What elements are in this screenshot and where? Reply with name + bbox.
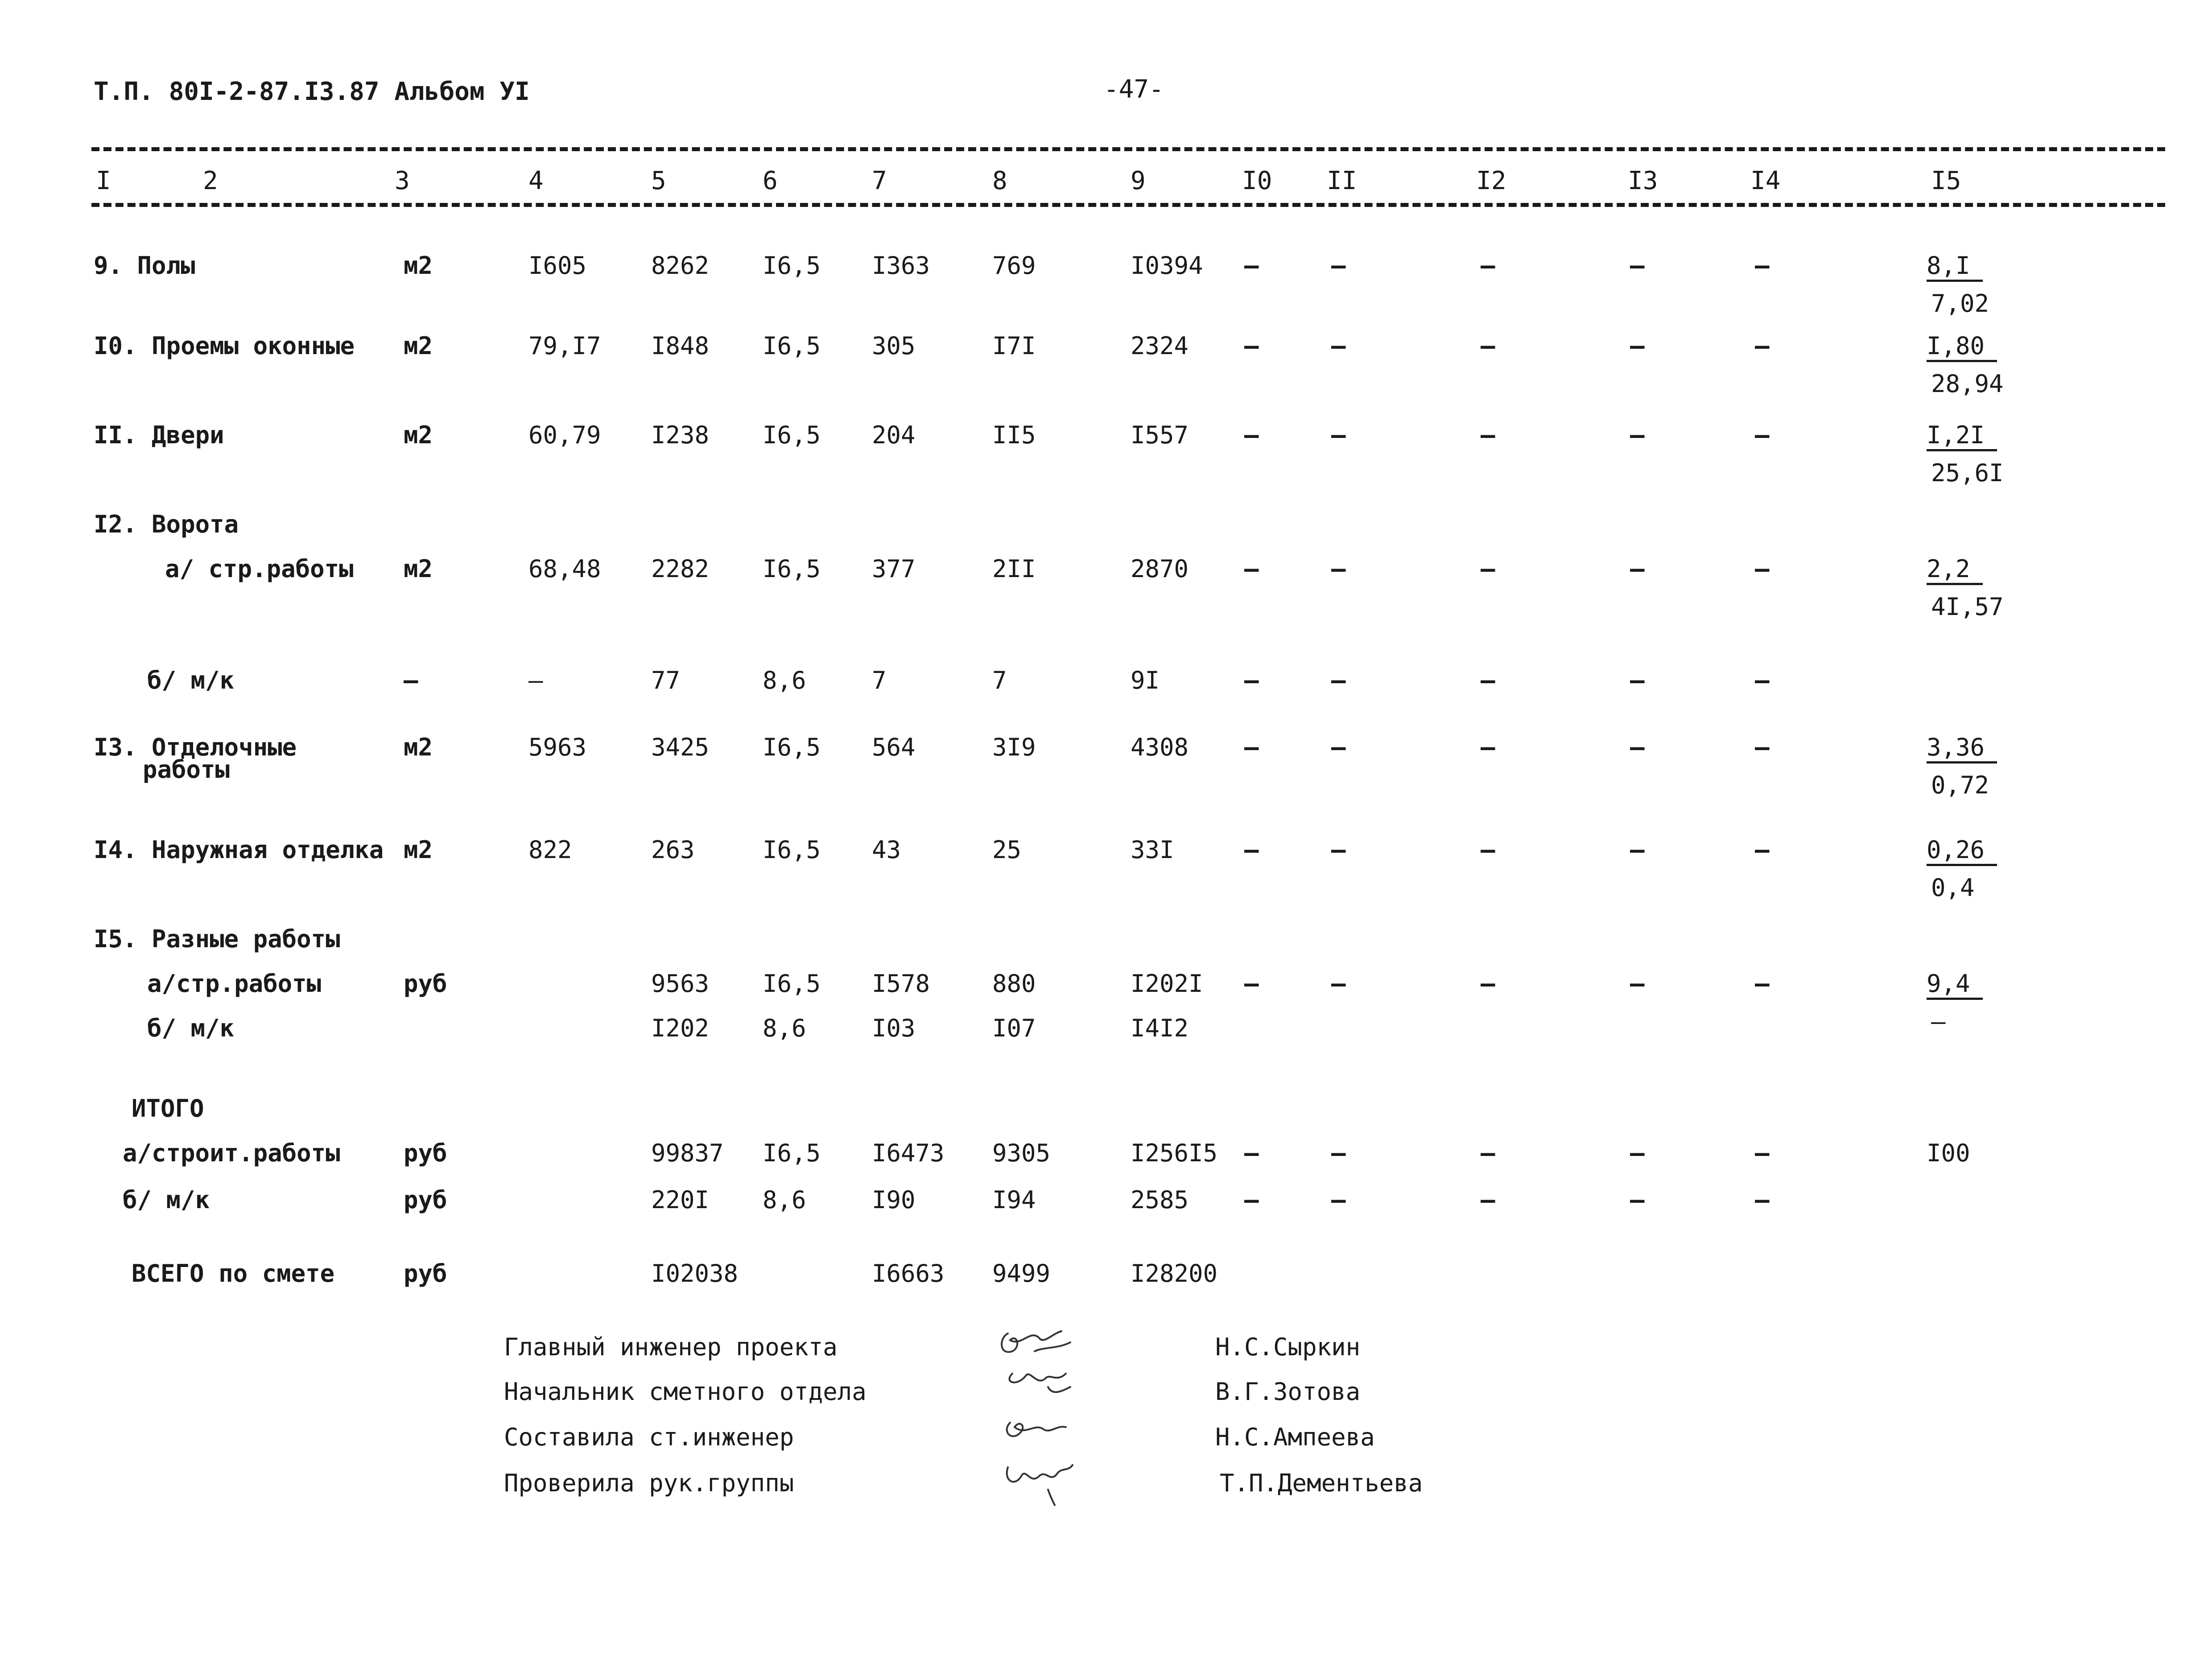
cell-c6: 8,6 — [763, 666, 806, 694]
row-unit: руб — [404, 1259, 447, 1288]
cell-c8: 25 — [992, 836, 1022, 864]
cell-c9: 2870 — [1131, 555, 1189, 583]
empty-cell-dash: – — [1331, 1139, 1346, 1167]
cell-c5: 99837 — [651, 1139, 724, 1167]
empty-cell-dash: – — [1331, 836, 1346, 864]
cell-c5: I848 — [651, 332, 710, 360]
empty-cell-dash: – — [1755, 555, 1770, 583]
empty-cell-dash: – — [1630, 332, 1645, 360]
cell-c6: I6,5 — [763, 836, 821, 864]
cell-c4: 5963 — [528, 733, 587, 761]
document-reference: Т.П. 80I-2-87.I3.87 Альбом УI — [94, 77, 530, 106]
cell-c15-fraction — [1927, 970, 1983, 1036]
cell-c7: I578 — [872, 970, 930, 998]
cell-c6: 8,6 — [763, 1014, 806, 1042]
row-name: I4. Наружная отделка — [94, 836, 384, 864]
empty-cell-dash: – — [1481, 421, 1495, 449]
column-number: I0 — [1242, 166, 1272, 195]
cell-c7: I6473 — [872, 1139, 945, 1167]
cell-c6: I6,5 — [763, 970, 821, 998]
cell-c9: I4I2 — [1131, 1014, 1189, 1042]
signature-title: Составила ст.инженер — [504, 1423, 794, 1451]
empty-cell-dash: – — [1481, 733, 1495, 761]
cell-c15-denominator: 0,72 — [1931, 771, 1989, 799]
cell-c4: I605 — [528, 252, 587, 280]
top-dashed-rule — [91, 147, 2165, 151]
empty-cell-dash: – — [1755, 1186, 1770, 1214]
column-number: 5 — [651, 166, 666, 195]
cell-c15-fraction — [1927, 252, 1989, 318]
column-number: 3 — [395, 166, 410, 195]
empty-cell-dash: – — [1630, 733, 1645, 761]
cell-c6: I6,5 — [763, 1139, 821, 1167]
column-number: I — [96, 166, 111, 195]
row-name: ВСЕГО по смете — [132, 1259, 335, 1288]
row-unit: м2 — [404, 332, 433, 360]
cell-c9: 33I — [1131, 836, 1174, 864]
row-name-continuation: работы — [143, 755, 230, 784]
empty-cell-dash: – — [1630, 1186, 1645, 1214]
cell-c7: I03 — [872, 1014, 916, 1042]
empty-cell-dash: – — [1755, 666, 1770, 694]
cell-c8: 9305 — [992, 1139, 1051, 1167]
cell-c5: 9563 — [651, 970, 710, 998]
cell-c9: 2585 — [1131, 1186, 1189, 1214]
cell-c9: 9I — [1131, 666, 1160, 694]
row-name: ИТОГО — [132, 1094, 204, 1123]
empty-cell-dash: – — [1481, 666, 1495, 694]
empty-cell-dash: – — [1481, 1186, 1495, 1214]
cell-c9: 2324 — [1131, 332, 1189, 360]
cell-c5: 2282 — [651, 555, 710, 583]
cell-c15-fraction — [1927, 555, 2004, 621]
row-unit: руб — [404, 1139, 447, 1167]
cell-c4: 822 — [528, 836, 572, 864]
empty-cell-dash: – — [1244, 1139, 1259, 1167]
empty-cell-dash: – — [1331, 555, 1346, 583]
empty-cell-dash: – — [1630, 666, 1645, 694]
empty-cell-dash: – — [1331, 666, 1346, 694]
page-number: -47- — [1104, 75, 1164, 104]
cell-c15-numerator: I,2I — [1927, 421, 1997, 451]
cell-c15-fraction — [1927, 421, 2004, 487]
cell-c15-fraction — [1927, 836, 1997, 902]
row-name: I3. Отделочные — [94, 733, 297, 761]
row-unit: руб — [404, 1186, 447, 1214]
signature-person: Н.С.Ампеева — [1215, 1423, 1375, 1451]
empty-cell-dash: – — [1244, 733, 1259, 761]
cell-c8: 7 — [992, 666, 1007, 694]
row-name: II. Двери — [94, 421, 224, 449]
signature-person: В.Г.Зотова — [1215, 1378, 1361, 1406]
cell-c8: 9499 — [992, 1259, 1051, 1288]
row-unit: – — [404, 666, 418, 694]
cell-c7: 204 — [872, 421, 916, 449]
row-name: 9. Полы — [94, 252, 195, 280]
row-name: б/ м/к — [147, 666, 235, 694]
cell-c15-denominator: 28,94 — [1931, 370, 2004, 398]
empty-cell-dash: – — [1755, 252, 1770, 280]
empty-cell-dash: – — [1630, 970, 1645, 998]
cell-c6: I6,5 — [763, 332, 821, 360]
row-unit: м2 — [404, 252, 433, 280]
cell-c5: 220I — [651, 1186, 710, 1214]
empty-cell-dash: – — [1331, 252, 1346, 280]
empty-cell-dash: – — [1755, 1139, 1770, 1167]
column-number: I5 — [1931, 166, 1961, 195]
cell-c15-fraction — [1927, 332, 2004, 398]
cell-c9: I256I5 — [1131, 1139, 1218, 1167]
cell-c15-numerator: 9,4 — [1927, 970, 1983, 1000]
cell-c15-fraction — [1927, 734, 1997, 799]
cell-c15-denominator: 25,6I — [1931, 459, 2004, 487]
row-name: а/стр.работы — [147, 970, 322, 998]
row-unit: м2 — [404, 733, 433, 761]
cell-c4: 68,48 — [528, 555, 601, 583]
empty-cell-dash: – — [1244, 252, 1259, 280]
row-name: б/ м/к — [123, 1186, 210, 1214]
cell-c4: 79,I7 — [528, 332, 601, 360]
column-number: 7 — [872, 166, 887, 195]
column-number: 8 — [992, 166, 1007, 195]
signature-person: Н.С.Сыркин — [1215, 1333, 1361, 1361]
cell-c8: II5 — [992, 421, 1036, 449]
empty-cell-dash: – — [1331, 733, 1346, 761]
empty-cell-dash: – — [1630, 421, 1645, 449]
cell-c6: I6,5 — [763, 555, 821, 583]
cell-c7: I363 — [872, 252, 930, 280]
empty-cell-dash: – — [1331, 970, 1346, 998]
empty-cell-dash: – — [1481, 836, 1495, 864]
cell-c4: – — [528, 666, 543, 694]
empty-cell-dash: – — [1755, 970, 1770, 998]
empty-cell-dash: – — [1481, 332, 1495, 360]
empty-cell-dash: – — [1244, 1186, 1259, 1214]
cell-c5: 77 — [651, 666, 681, 694]
empty-cell-dash: – — [1755, 733, 1770, 761]
empty-cell-dash: – — [1244, 555, 1259, 583]
empty-cell-dash: – — [1331, 1186, 1346, 1214]
handwritten-signatures — [995, 1320, 1097, 1507]
cell-c8: I94 — [992, 1186, 1036, 1214]
cell-c8: I7I — [992, 332, 1036, 360]
empty-cell-dash: – — [1244, 836, 1259, 864]
cell-c7: 43 — [872, 836, 901, 864]
empty-cell-dash: – — [1630, 836, 1645, 864]
signature-title: Главный инженер проекта — [504, 1333, 838, 1361]
empty-cell-dash: – — [1244, 332, 1259, 360]
empty-cell-dash: – — [1630, 555, 1645, 583]
column-number: 6 — [763, 166, 778, 195]
column-number: 2 — [203, 166, 218, 195]
cell-c15-numerator: I,80 — [1927, 332, 1997, 362]
cell-c9: I557 — [1131, 421, 1189, 449]
cell-c15-denominator: 4I,57 — [1931, 593, 2004, 621]
cell-c7: 305 — [872, 332, 916, 360]
empty-cell-dash: – — [1481, 252, 1495, 280]
cell-c9: I0394 — [1131, 252, 1203, 280]
cell-c7: 377 — [872, 555, 916, 583]
row-name: а/строит.работы — [123, 1139, 340, 1167]
empty-cell-dash: – — [1331, 332, 1346, 360]
cell-c7: I90 — [872, 1186, 916, 1214]
cell-c6: 8,6 — [763, 1186, 806, 1214]
row-name: б/ м/к — [147, 1014, 235, 1042]
cell-c15: I00 — [1927, 1139, 1970, 1167]
empty-cell-dash: – — [1244, 970, 1259, 998]
cell-c5: 3425 — [651, 733, 710, 761]
cell-c15-numerator: 0,26 — [1927, 836, 1997, 866]
empty-cell-dash: – — [1755, 421, 1770, 449]
row-name: I0. Проемы оконные — [94, 332, 355, 360]
row-unit: руб — [404, 970, 447, 998]
cell-c5: I202 — [651, 1014, 710, 1042]
cell-c9: I202I — [1131, 970, 1203, 998]
cell-c7: 564 — [872, 733, 916, 761]
cell-c6: I6,5 — [763, 252, 821, 280]
column-number: I3 — [1628, 166, 1658, 195]
empty-cell-dash: – — [1331, 421, 1346, 449]
signature-person: Т.П.Дементьева — [1220, 1469, 1423, 1497]
empty-cell-dash: – — [1481, 555, 1495, 583]
cell-c5: 263 — [651, 836, 695, 864]
cell-c6: I6,5 — [763, 421, 821, 449]
empty-cell-dash: – — [1630, 1139, 1645, 1167]
column-number: I2 — [1476, 166, 1506, 195]
cell-c8: I07 — [992, 1014, 1036, 1042]
cell-c7: 7 — [872, 666, 887, 694]
cell-c7: I6663 — [872, 1259, 945, 1288]
cell-c6: I6,5 — [763, 733, 821, 761]
column-number: I4 — [1750, 166, 1781, 195]
column-number: 4 — [528, 166, 544, 195]
cell-c5: I238 — [651, 421, 710, 449]
column-number: II — [1327, 166, 1357, 195]
row-name: I5. Разные работы — [94, 925, 340, 953]
cell-c8: 2II — [992, 555, 1036, 583]
empty-cell-dash: – — [1755, 332, 1770, 360]
cell-c15-numerator: 2,2 — [1927, 555, 1983, 585]
cell-c9: I28200 — [1131, 1259, 1218, 1288]
cell-c8: 769 — [992, 252, 1036, 280]
cell-c8: 3I9 — [992, 733, 1036, 761]
row-unit: м2 — [404, 421, 433, 449]
cell-c8: 880 — [992, 970, 1036, 998]
signature-title: Проверила рук.группы — [504, 1469, 794, 1497]
empty-cell-dash: – — [1630, 252, 1645, 280]
empty-cell-dash: – — [1244, 666, 1259, 694]
empty-cell-dash: – — [1755, 836, 1770, 864]
cell-c15-numerator: 8,I — [1927, 252, 1983, 282]
row-unit: м2 — [404, 836, 433, 864]
empty-cell-dash: – — [1481, 1139, 1495, 1167]
column-number: 9 — [1131, 166, 1146, 195]
cell-c5: I02038 — [651, 1259, 739, 1288]
cell-c9: 4308 — [1131, 733, 1189, 761]
signature-title: Начальник сметного отдела — [504, 1378, 867, 1406]
empty-cell-dash: – — [1481, 970, 1495, 998]
cell-c15-denominator: 0,4 — [1931, 874, 1975, 902]
row-name: а/ стр.работы — [165, 555, 354, 583]
row-unit: м2 — [404, 555, 433, 583]
empty-cell-dash: – — [1244, 421, 1259, 449]
header-dashed-rule — [91, 203, 2165, 207]
cell-c4: 60,79 — [528, 421, 601, 449]
row-name: I2. Ворота — [94, 510, 239, 538]
cell-c15-denominator: 7,02 — [1931, 289, 1989, 318]
cell-c5: 8262 — [651, 252, 710, 280]
cell-c15-denominator: – — [1931, 1007, 1946, 1036]
cell-c15-numerator: 3,36 — [1927, 734, 1997, 763]
